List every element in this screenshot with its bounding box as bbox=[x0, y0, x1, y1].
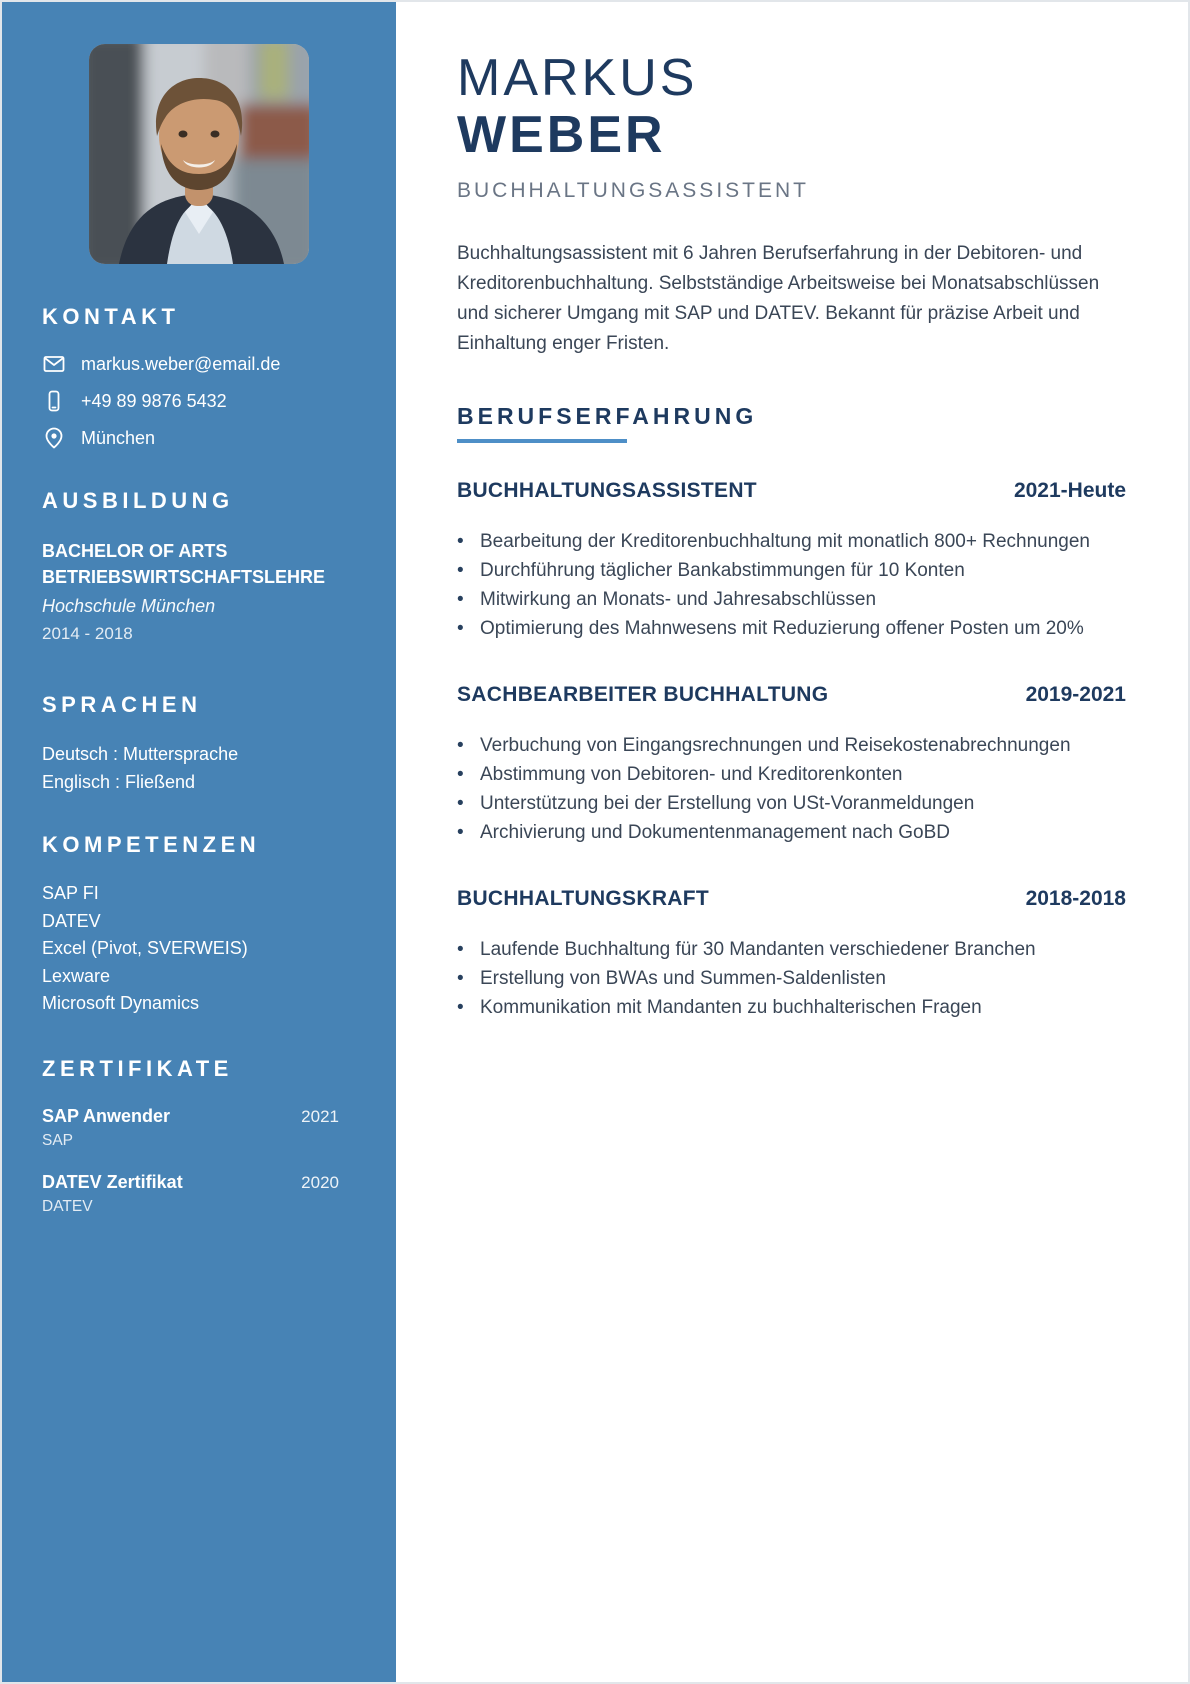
candidate-job-title: BUCHHALTUNGSASSISTENT bbox=[457, 179, 809, 202]
contact-phone: +49 89 9876 5432 bbox=[81, 390, 227, 411]
section-underline bbox=[457, 439, 627, 443]
job-bullet: • Erstellung von BWAs und Summen-Saldenlisten bbox=[457, 964, 1126, 993]
certificate-name: DATEV Zertifikat bbox=[42, 1171, 183, 1192]
job-period: 2019-2021 bbox=[1025, 683, 1126, 706]
job-bullet: • Abstimmung von Debitoren- und Kreditorenkonten bbox=[457, 760, 1126, 789]
profile-photo bbox=[89, 44, 309, 264]
education-degree: BACHELOR OF ARTS BETRIEBSWIRTSCHAFTSLEHRE bbox=[42, 541, 325, 587]
job-period: 2021-Heute bbox=[1013, 479, 1126, 502]
skills-list bbox=[42, 880, 356, 1018]
job-title: BUCHHALTUNGSKRAFT bbox=[457, 887, 710, 910]
job-header bbox=[457, 479, 1126, 503]
job-entry bbox=[457, 683, 1126, 847]
job-title: BUCHHALTUNGSASSISTENT bbox=[457, 479, 757, 502]
certificate-year: 2021 bbox=[301, 1106, 339, 1126]
language-item: Deutsch : Muttersprache bbox=[42, 744, 239, 764]
contact-email: markus.weber@email.de bbox=[81, 353, 281, 374]
sidebar bbox=[2, 2, 396, 1682]
candidate-name bbox=[457, 50, 1126, 164]
certificates-heading: ZERTIFIKATE bbox=[42, 1055, 233, 1081]
first-name: MARKUS bbox=[457, 49, 698, 107]
languages-heading: SPRACHEN bbox=[42, 692, 202, 717]
contact-location: München bbox=[81, 427, 156, 448]
education-school: Hochschule München bbox=[42, 596, 216, 616]
job-bullet: • Durchführung täglicher Bankabstimmungen für 10 Konten bbox=[457, 556, 1126, 585]
education-entry bbox=[42, 538, 356, 644]
certificates-list bbox=[42, 1106, 356, 1216]
job-bullet-list bbox=[457, 527, 1126, 643]
experience-heading: BERUFSERFAHRUNG bbox=[457, 403, 758, 429]
certificate-name: SAP Anwender bbox=[42, 1105, 171, 1126]
job-bullet: • Verbuchung von Eingangsrechnungen und Reisekostenabrechnungen bbox=[457, 731, 1126, 760]
experience-list bbox=[457, 479, 1126, 1022]
certificate-item bbox=[42, 1172, 356, 1216]
certificate-item bbox=[42, 1106, 356, 1150]
job-period: 2018-2018 bbox=[1025, 887, 1126, 910]
last-name: WEBER bbox=[457, 106, 666, 164]
certificate-issuer: DATEV bbox=[42, 1197, 93, 1215]
skills-heading: KOMPETENZEN bbox=[42, 832, 261, 857]
job-title: SACHBEARBEITER BUCHHALTUNG bbox=[457, 683, 829, 706]
certificate-issuer: SAP bbox=[42, 1131, 74, 1149]
job-entry bbox=[457, 887, 1126, 1022]
job-bullet: • Mitwirkung an Monats- und Jahresabschlüssen bbox=[457, 585, 1126, 614]
education-heading: AUSBILDUNG bbox=[42, 488, 234, 513]
education-years: 2014 - 2018 bbox=[42, 624, 133, 643]
job-bullet: • Bearbeitung der Kreditorenbuchhaltung mit monatlich 800+ Rechnungen bbox=[457, 527, 1126, 556]
phone-icon bbox=[42, 389, 66, 413]
location-icon bbox=[42, 426, 66, 450]
job-bullet: • Unterstützung bei der Erstellung von USt-Voranmeldungen bbox=[457, 789, 1126, 818]
contact-row-phone bbox=[42, 389, 356, 413]
job-entry bbox=[457, 479, 1126, 643]
skill-item: Microsoft Dynamics bbox=[42, 993, 200, 1013]
job-bullet: • Kommunikation mit Mandanten zu buchhalterischen Fragen bbox=[457, 993, 1126, 1022]
certificate-year: 2020 bbox=[301, 1172, 339, 1192]
contact-heading: KONTAKT bbox=[42, 304, 180, 329]
mail-icon bbox=[42, 352, 66, 376]
job-bullet: • Archivierung und Dokumentenmanagement nach GoBD bbox=[457, 818, 1126, 847]
language-item: Englisch : Fließend bbox=[42, 772, 196, 792]
portrait-illustration bbox=[89, 44, 309, 264]
languages-list bbox=[42, 740, 356, 796]
job-header bbox=[457, 683, 1126, 707]
skill-item: SAP FI bbox=[42, 883, 99, 903]
main-column bbox=[396, 2, 1188, 1682]
skill-item: Excel (Pivot, SVERWEIS) bbox=[42, 938, 248, 958]
skill-item: Lexware bbox=[42, 965, 111, 986]
job-bullet-list bbox=[457, 731, 1126, 847]
contact-list bbox=[42, 352, 356, 450]
job-bullet: • Laufende Buchhaltung für 30 Mandanten verschiedener Branchen bbox=[457, 935, 1126, 964]
job-header bbox=[457, 887, 1126, 911]
contact-row-location bbox=[42, 426, 356, 450]
profile-summary: Buchhaltungsassistent mit 6 Jahren Berufserfahrung in der Debitoren- und Kreditorenbuchhaltung. Selbstständige Arbeitsweise bei Monatsabschlüssen und sicherer Umgang mit SAP und DATEV. Bekannt für präzise Arbeit und Einhaltung enger Fristen. bbox=[457, 243, 1100, 354]
skill-item: DATEV bbox=[42, 910, 101, 931]
job-bullet: • Optimierung des Mahnwesens mit Reduzierung offener Posten um 20% bbox=[457, 614, 1126, 643]
job-bullet-list bbox=[457, 935, 1126, 1022]
contact-row-email bbox=[42, 352, 356, 376]
